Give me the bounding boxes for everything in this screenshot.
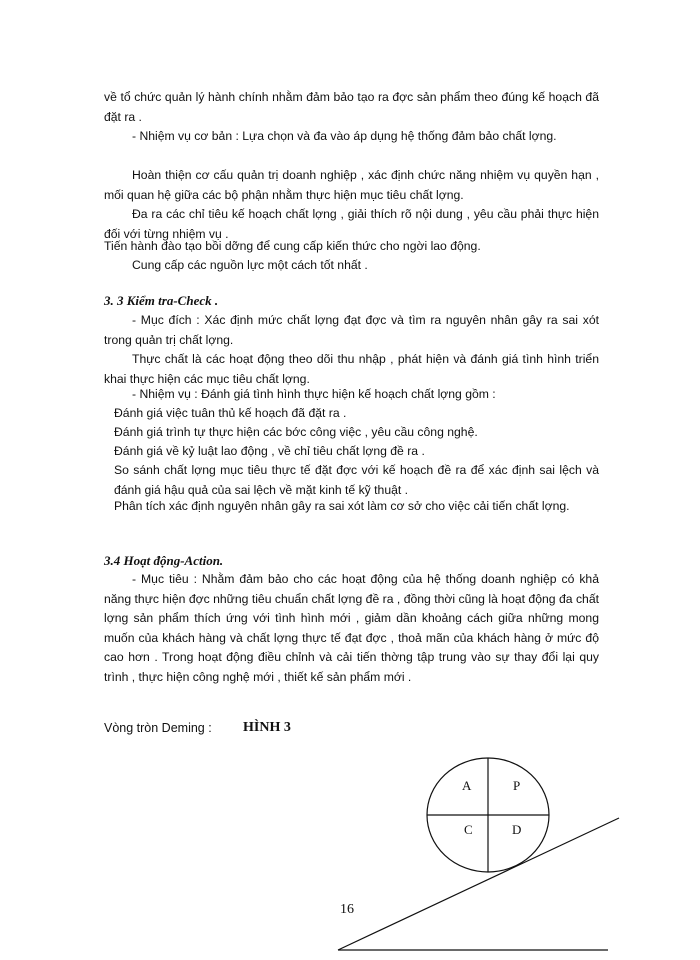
paragraph-structure: Hoàn thiện cơ cấu quản trị doanh nghiệp , xác định chức năng nhiệm vụ quyền hạn , mối quan hệ giữa các bộ phận nhằm thực hiện mục tiêu chất lợng. xyxy=(104,168,599,202)
list-item-check: Đánh giá trình tự thực hiện các bớc công việc , yêu cầu công nghệ. xyxy=(114,425,478,439)
paragraph-task: - Nhiệm vụ cơ bản : Lựa chọn và đa vào áp dụng hệ thống đảm bảo chất lợng. xyxy=(132,129,557,143)
quadrant-p: P xyxy=(513,778,521,793)
quadrant-d: D xyxy=(512,822,522,837)
paragraph-targets: Đa ra các chỉ tiêu kế hoạch chất lợng , giải thích rõ nội dung , yêu cầu phải thực hiện đối với từng nhiệm vụ . xyxy=(104,207,599,241)
paragraph-action-goal: - Mục tiêu : Nhằm đảm bảo cho các hoạt động của hệ thống doanh nghiệp có khả năng thực hiện đợc những tiêu chuẩn chất lợng đề ra , đồng thời cũng là hoạt động đa chất lợng sản phẩm thích ứng với tình hình mới , giảm dần khoảng cách giữa những mong muốn của khách hàng và chất lợng thực tế đạt đợc , thoả mãn của khách hàng ở mức độ cao hơn . Trong hoạt động điều chỉnh và cải tiến thờng tập trung vào sự thay đổi lại quy trình , thực hiện công nghệ mới , thiết kế sản phẩm mới . xyxy=(104,572,599,684)
paragraph-check-purpose: - Mục đích : Xác định mức chất lợng đạt đợc và tìm ra nguyên nhân gây ra sai xót trong quản trị chất lợng. xyxy=(104,313,599,347)
section-heading-action: 3.4 Hoạt động-Action. xyxy=(104,553,224,568)
paragraph-check-compare: So sánh chất lợng mục tiêu thực tế đặt đợc với kế hoạch đề ra để xác định sai lệch và đánh giá hậu quả của sai lệch về mặt kinh tế kỹ thuật . xyxy=(114,463,599,497)
paragraph-intro: về tổ chức quản lý hành chính nhằm đảm bảo tạo ra đợc sản phẩm theo đúng kế hoạch đã đặt ra . xyxy=(104,90,599,124)
section-heading-check: 3. 3 Kiểm tra-Check . xyxy=(104,293,219,308)
paragraph-check-essence: Thực chất là các hoạt động theo dõi thu nhập , phát hiện và đánh giá tình hình triển khai thực hiện các mục tiêu chất lợng. xyxy=(104,352,599,386)
quadrant-c: C xyxy=(464,822,473,837)
figure-label: Vòng tròn Deming : xyxy=(104,721,212,735)
incline-slope xyxy=(338,818,619,950)
figure-title: HÌNH 3 xyxy=(243,720,291,735)
paragraph-resources: Cung cấp các nguồn lực một cách tốt nhất . xyxy=(132,258,368,272)
quadrant-a: A xyxy=(462,778,472,793)
list-item-check: Đánh giá về kỷ luật lao động , về chỉ tiêu chất lợng đề ra . xyxy=(114,444,425,458)
list-item-check: Đánh giá việc tuân thủ kế hoạch đã đặt ra . xyxy=(114,406,347,420)
paragraph-check-task: - Nhiệm vụ : Đánh giá tình hình thực hiện kế hoạch chất lợng gồm : xyxy=(132,387,496,401)
paragraph-check-analysis: Phân tích xác định nguyên nhân gây ra sai xót làm cơ sở cho việc cải tiến chất lợng. xyxy=(114,499,570,513)
paragraph-training: Tiến hành đào tạo bồi dỡng để cung cấp kiến thức cho ngời lao động. xyxy=(104,239,481,253)
page-number: 16 xyxy=(340,902,354,917)
